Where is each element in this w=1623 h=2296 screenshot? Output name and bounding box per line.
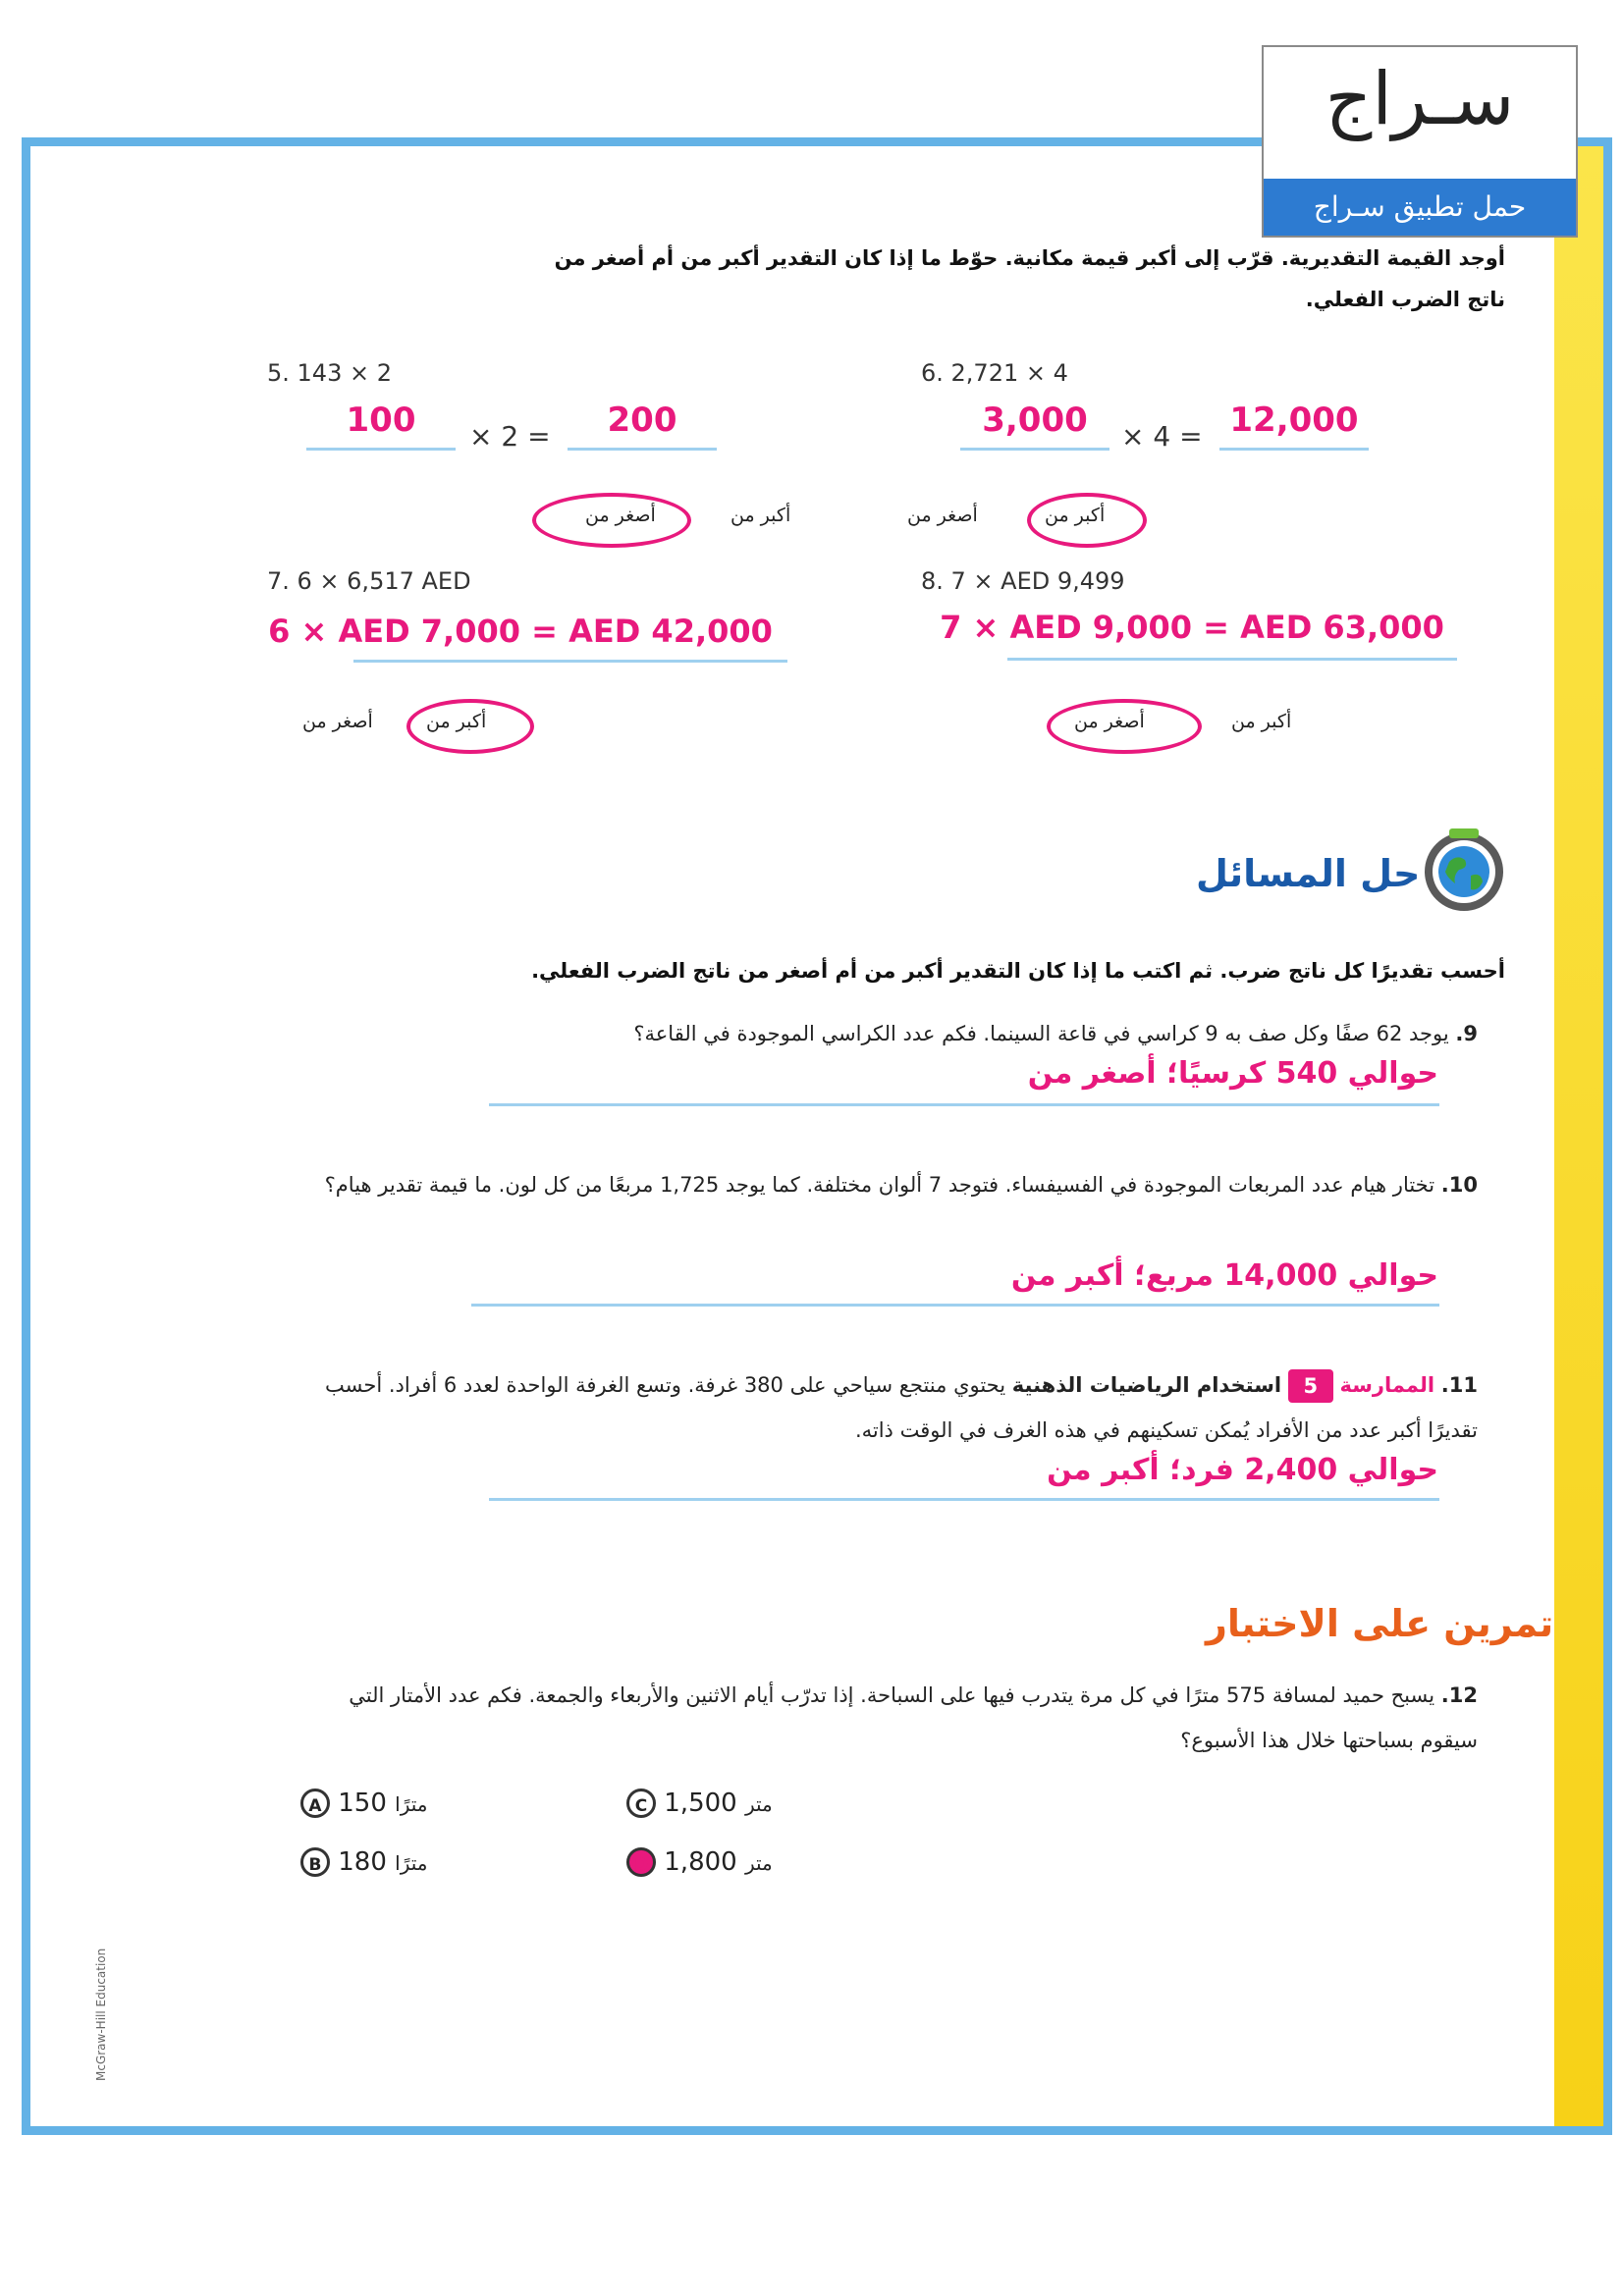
- test-title: تمرين على الاختبار: [1206, 1602, 1554, 1645]
- question-11-line: [489, 1498, 1439, 1501]
- question-10: [319, 1162, 1478, 1207]
- exercise-8-answer: 7 × AED 9,000 = AED 63,000: [940, 609, 1444, 646]
- question-10-num: 10.: [1440, 1173, 1478, 1197]
- exercise-8-choice-left[interactable]: أصغر من: [1074, 711, 1145, 732]
- question-10-answer: حوالي 14,000 مربع؛ أكبر من: [1010, 1258, 1438, 1293]
- exercise-7-answer: 6 × AED 7,000 = AED 42,000: [268, 613, 773, 650]
- solve-instruction: أحسب تقديرًا كل ناتج ضرب. ثم اكتب ما إذا كان التقدير أكبر من أم أصغر من ناتج الضرب الفعلي.: [531, 959, 1505, 983]
- exercise-6-b-line: [1219, 448, 1369, 451]
- option-a[interactable]: [300, 1789, 428, 1818]
- exercise-7-choice-right[interactable]: أصغر من: [302, 711, 373, 732]
- question-11-answer: حوالي 2,400 فرد؛ أكبر من: [1047, 1453, 1438, 1487]
- exercise-7-choice-left[interactable]: أكبر من: [426, 711, 487, 732]
- yellow-strip: [1554, 146, 1603, 2126]
- siraj-logo[interactable]: [1262, 45, 1578, 238]
- exercise-5-b-line: [568, 448, 717, 451]
- option-d-letter: D: [626, 1847, 656, 1877]
- option-a-letter: A: [300, 1789, 330, 1818]
- exercise-6-label: 6. 2,721 × 4: [921, 359, 1068, 387]
- question-11-text: يحتوي منتجع سياحي على 380 غرفة. وتسع الغرفة الواحدة لعدد 6 أفراد. أحسب تقديرًا أكبر عدد من الأفراد يُمكن تسكينهم في هذه الغرف في الوقت ذاته.: [325, 1373, 1478, 1442]
- exercise-6-choice-right[interactable]: أصغر من: [907, 505, 978, 526]
- option-b-value: 180: [338, 1847, 387, 1877]
- question-11-label: الممارسة: [1339, 1373, 1435, 1397]
- question-12-num: 12.: [1440, 1683, 1478, 1707]
- logo-band: حمل تطبيق سـراج: [1264, 179, 1576, 236]
- exercise-5-label: 5. 143 × 2: [267, 359, 392, 387]
- exercise-8-line: [1007, 658, 1457, 661]
- question-9-answer: حوالي 540 كرسيًا؛ أصغر من: [1027, 1056, 1438, 1091]
- globe-icon: [1420, 827, 1508, 915]
- exercise-6-op: × 4 =: [1121, 420, 1203, 453]
- exercise-7-label: 7. 6 × 6,517 AED: [267, 567, 471, 595]
- question-11: [319, 1362, 1478, 1453]
- option-c-unit: متر: [744, 1792, 773, 1816]
- option-c[interactable]: [626, 1789, 773, 1818]
- exercise-5-choice-right[interactable]: أكبر من: [730, 505, 791, 526]
- question-10-line: [471, 1304, 1439, 1307]
- option-c-letter: C: [626, 1789, 656, 1818]
- exercise-6-a: 3,000: [982, 400, 1088, 440]
- exercise-5-a: 100: [346, 400, 416, 440]
- option-a-unit: مترًا: [395, 1792, 428, 1816]
- question-9-num: 9.: [1455, 1022, 1478, 1045]
- option-d[interactable]: [626, 1847, 773, 1877]
- option-a-value: 150: [338, 1789, 387, 1818]
- question-9-line: [489, 1103, 1439, 1106]
- exercise-8-label: 8. 7 × AED 9,499: [921, 567, 1125, 595]
- option-b-unit: مترًا: [395, 1851, 428, 1875]
- exercise-5-op: × 2 =: [469, 420, 551, 453]
- option-d-unit: متر: [744, 1851, 773, 1875]
- question-9-text: يوجد 62 صفًا وكل صف به 9 كراسي في قاعة السينما. فكم عدد الكراسي الموجودة في القاعة؟: [633, 1022, 1449, 1045]
- exercise-5-a-line: [306, 448, 456, 451]
- option-b-letter: B: [300, 1847, 330, 1877]
- practice-badge: 5: [1288, 1369, 1333, 1403]
- question-12: [299, 1673, 1478, 1763]
- question-11-bold: استخدام الرياضيات الذهنية: [1011, 1373, 1282, 1397]
- instruction-text: أوجد القيمة التقديرية. قرّب إلى أكبر قيمة مكانية. حوّط ما إذا كان التقدير أكبر من أم أصغر من ناتج الضرب الفعلي.: [554, 246, 1505, 311]
- exercise-7-line: [353, 660, 787, 663]
- exercise-5-choice-left[interactable]: أصغر من: [585, 505, 656, 526]
- page-frame: [22, 137, 1612, 2135]
- question-12-text: يسبح حميد لمسافة 575 مترًا في كل مرة يتدرب فيها على السباحة. إذا تدرّب أيام الاثنين والأربعاء والجمعة. فكم عدد الأمتار التي سيقوم بسباحتها خلال هذا الأسبوع؟: [349, 1683, 1478, 1752]
- option-b[interactable]: [300, 1847, 428, 1877]
- option-c-value: 1,500: [664, 1789, 737, 1818]
- exercise-5-b: 200: [607, 400, 677, 440]
- exercise-6-a-line: [960, 448, 1109, 451]
- solve-title: حل المسائل: [1196, 852, 1421, 895]
- question-10-text: تختار هيام عدد المربعات الموجودة في الفسيفساء. فتوجد 7 ألوان مختلفة. كما يوجد 1,725 مربعًا من كل لون. ما قيمة تقدير هيام؟: [324, 1173, 1435, 1197]
- exercise-8-choice-right[interactable]: أكبر من: [1231, 711, 1292, 732]
- option-d-value: 1,800: [664, 1847, 737, 1877]
- question-11-num: 11.: [1440, 1373, 1478, 1397]
- publisher-side-text: McGraw-Hill Education: [94, 1948, 108, 2081]
- logo-word: سـراج: [1325, 57, 1515, 141]
- question-9: [496, 1011, 1478, 1056]
- exercise-6-choice-left[interactable]: أكبر من: [1045, 505, 1106, 526]
- exercise-6-b: 12,000: [1229, 400, 1359, 440]
